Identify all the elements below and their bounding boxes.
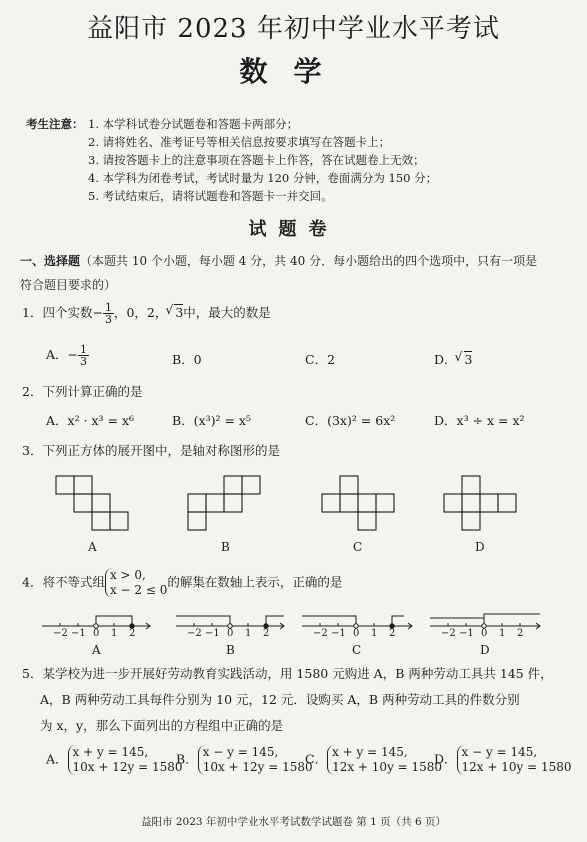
tick-label: 2 [389,628,396,639]
q5-option-a-label: A． [46,751,68,767]
q2-option-b: B．(x³)² = x⁵ [172,413,251,428]
q2-option-c: C．(3x)² = 6x² [305,413,396,428]
question-1 [22,302,271,325]
part1-desc: （本题共 10 个小题，每小题 4 分，共 40 分．每小题给出的四个选项中，只有一项是 [80,254,538,268]
tick-label: 1 [499,628,506,639]
q5-d-eq2: 12x + 10y = 1580 [461,760,572,774]
q4-tick-label-row [0,628,587,640]
cube-net-d [444,476,516,530]
tick-label: 2 [129,628,136,639]
q4-label-d: D [480,643,490,657]
q5-b-eq1: x − y = 145, [202,745,279,759]
q4-label-b: B [226,643,235,657]
tick-label: −2 [313,628,328,639]
part1-desc-2: 符合题目要求的） [20,278,117,292]
question-5-line-3: 为 x，y，那么下面列出的方程组中正确的是 [40,718,284,733]
q3-label-c: C [353,540,363,554]
tick-label: 1 [245,628,252,639]
q1-option-a-fraction [78,344,89,367]
tick-label: −2 [53,628,68,639]
q1-option-a [46,344,89,367]
q4-ineq-1: x > 0, [109,568,146,582]
subject-title: 数学 [239,55,348,88]
q5-a-eq2: 10x + 12y = 1580 [72,760,183,774]
q4-prefix: 4．将不等式组 [22,574,105,590]
tick-label: 1 [371,628,378,639]
tick-label: 0 [353,628,360,639]
q5-option-c-label: C． [305,751,328,767]
q2-option-d: D．x³ ÷ x = x² [434,413,525,428]
tick-label: −1 [71,628,86,639]
q5-option-b [176,745,313,775]
q5-option-c-system [327,745,442,775]
section-title: 试题卷 [248,219,339,240]
part1-heading-line [20,252,537,269]
q4-label-c: C [352,643,362,657]
cube-net-b [188,476,260,530]
q1-sqrt: √ 3 [174,304,183,320]
tick-label: 2 [517,628,524,639]
q5-option-c [305,745,442,775]
q3-label-b: B [221,540,230,554]
q1-option-d-label: D． [434,352,457,367]
q5-option-d-system [457,745,572,775]
q4-ineq-2: x − 2 ≤ 0 [109,583,168,597]
q1-option-b: B．0 [172,352,202,367]
part1-heading: 一、选择题 [20,254,81,268]
question-4 [22,568,342,598]
q1-option-d-sqrt: √ 3 [464,351,473,367]
tick-label: 0 [481,628,488,639]
tick-label: −1 [331,628,346,639]
q5-option-d [434,745,572,775]
notice-item-5: 5. 考试结束后，请将试题卷和答题卡一并交回。 [88,189,333,203]
q2-option-a: A．x² · x³ = x⁶ [46,413,135,428]
tick-label: −2 [187,628,202,639]
q1-frac-den: 3 [104,313,112,326]
q1-minus: − [92,305,103,320]
page-footer: 益阳市 2023 年初中学业水平考试数学试题卷 第 1 页（共 6 页） [141,816,446,828]
cube-net-a [56,476,128,530]
notice-item-1: 1. 本学科试卷分试题卷和答题卡两部分； [88,117,299,131]
q1-mid: ，0，2， [113,305,168,320]
question-5-line-2: A，B 两种劳动工具每件分别为 10 元，12 元．设购买 A，B 两种劳动工具的件数分别 [40,692,520,707]
cube-net-c [322,476,394,530]
q5-option-a [46,745,183,775]
notice-item-2: 2. 请将姓名、准考证号等相关信息按要求填写在答题卡上； [88,135,391,149]
tick-label: −1 [205,628,220,639]
notice-item-4: 4. 本学科为闭卷考试，考试时量为 120 分钟，卷面满分为 150 分； [88,171,438,185]
q5-b-eq2: 10x + 12y = 1580 [202,760,313,774]
q4-number-lines [0,606,587,648]
q1-option-d [434,350,472,368]
q5-a-eq1: x + y = 145, [72,745,149,759]
notice-label: 考生注意： [26,117,84,131]
q1-suffix: 中，最大的数是 [183,305,271,320]
q5-c-eq1: x + y = 145, [332,745,408,759]
notice-item-3: 3. 请按答题卡上的注意事项在答题卡上作答，答在试题卷上无效； [88,153,425,167]
tick-label: 1 [111,628,118,639]
tick-label: 0 [93,628,100,639]
q1-option-a-minus: − [67,347,79,362]
q4-system [105,568,167,598]
q1-option-a-den: 3 [80,355,88,368]
question-3: 3．下列正方体的展开图中，是轴对称图形的是 [22,443,280,458]
q5-d-eq1: x − y = 145, [461,745,538,759]
q5-option-b-system [198,745,313,775]
q1-fraction [103,302,114,325]
exam-title: 益阳市 2023 年初中学业水平考试 [87,14,500,44]
q1-option-a-label: A． [46,347,68,362]
q1-option-a-num: 1 [80,343,88,356]
q1-frac-num: 1 [104,301,112,314]
q5-c-eq2: 12x + 10y = 1580 [332,760,443,774]
q5-option-a-system [68,745,183,775]
question-2: 2．下列计算正确的是 [22,384,143,399]
q1-prefix: 1．四个实数 [22,305,93,320]
q4-label-a: A [92,643,101,657]
tick-label: 0 [227,628,234,639]
number-line-d [430,614,540,629]
question-5-line-1: 5．某学校为进一步开展好劳动教育实践活动，用 1580 元购进 A，B 两种劳动工具共 145 件， [22,666,553,681]
q5-option-d-label: D． [434,751,457,767]
tick-label: −2 [441,628,456,639]
q1-option-c: C．2 [305,352,336,367]
q3-label-d: D [475,540,485,554]
tick-label: 2 [263,628,270,639]
q3-label-a: A [88,540,97,554]
q5-option-b-label: B． [176,751,198,767]
tick-label: −1 [459,628,474,639]
q4-suffix: 的解集在数轴上表示，正确的是 [167,574,343,590]
